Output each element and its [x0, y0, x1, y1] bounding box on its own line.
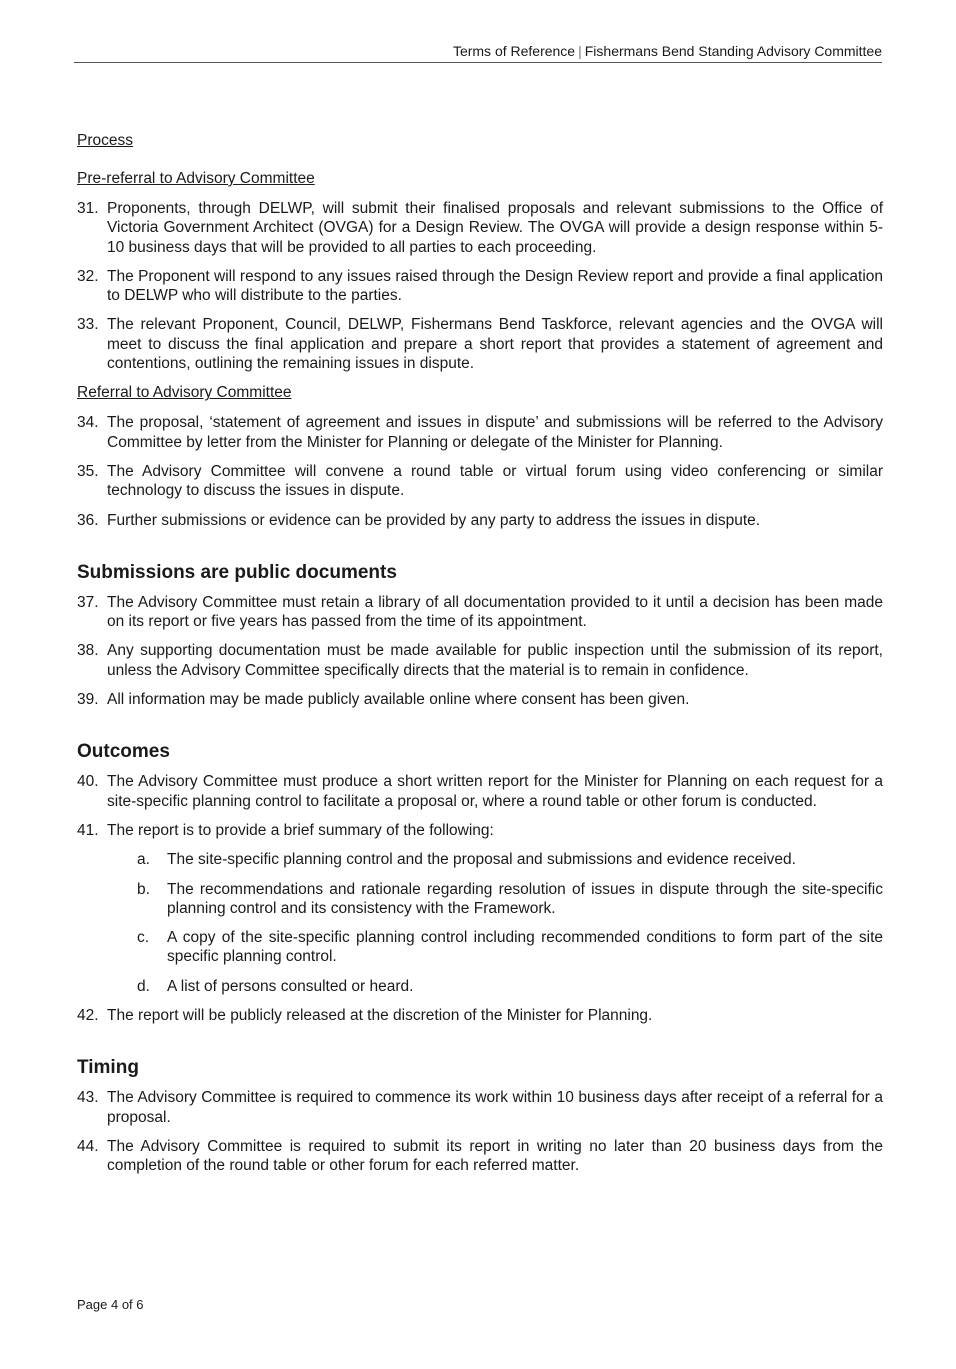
- item-number: 35.: [77, 462, 99, 480]
- item-number: 39.: [77, 691, 99, 709]
- item-text: The Advisory Committee will convene a round table or virtual forum using video conferencing or similar technology to discuss the issues in dispute.: [107, 462, 883, 500]
- item-number: 37.: [77, 593, 99, 611]
- outcomes-heading: Outcomes: [77, 741, 170, 763]
- list-item: [77, 772, 883, 811]
- sub-item-text: The recommendations and rationale regarding resolution of issues in dispute through the site-specific planning control and its consistency with the Framework.: [167, 880, 883, 917]
- header-doc-type: Terms of Reference: [452, 43, 576, 59]
- header-doc-title: Fishermans Bend Standing Advisory Committee: [584, 43, 882, 59]
- page-number: Page 4 of 6: [77, 1297, 144, 1312]
- item-text: Further submissions or evidence can be provided by any party to address the issues in dispute.: [107, 511, 761, 529]
- item-text: The Advisory Committee is required to submit its report in writing no later than 20 business days from the completion of the round table or other forum for each referred matter.: [107, 1137, 883, 1175]
- list-item: [77, 641, 883, 680]
- sub-list-item: [77, 977, 883, 996]
- item-text: Any supporting documentation must be made available for public inspection until the submission of its report, unless the Advisory Committee specifically directs that the material is to remain in confidence.: [107, 642, 883, 679]
- list-item: [77, 413, 883, 452]
- header-separator: |: [578, 43, 582, 59]
- item-number: 40.: [77, 773, 99, 791]
- sub-item-text: A copy of the site-specific planning control including recommended conditions to form part of the site specific planning control.: [167, 929, 883, 966]
- item-number: 43.: [77, 1089, 99, 1107]
- timing-heading: Timing: [77, 1057, 139, 1079]
- item-number: 32.: [77, 267, 99, 285]
- sub-item-letter: a.: [137, 851, 150, 869]
- prereferral-heading: Pre-referral to Advisory Committee: [77, 170, 315, 187]
- list-item: [77, 315, 883, 373]
- item-text: The Advisory Committee must produce a short written report for the Minister for Planning on each request for a site-specific planning control to facilitate a proposal or, where a round table or other forum is conducted.: [107, 773, 883, 810]
- item-text: The Advisory Committee is required to commence its work within 10 business days after receipt of a referral for a proposal.: [107, 1089, 883, 1126]
- submissions-heading: Submissions are public documents: [77, 561, 397, 583]
- referral-list: [77, 413, 883, 529]
- item-number: 38.: [77, 642, 99, 660]
- list-item: [77, 199, 883, 257]
- outcomes-list: [77, 772, 883, 1025]
- list-item: [77, 821, 883, 840]
- item-text: All information may be made publicly available online where consent has been given.: [107, 691, 690, 709]
- sub-item-letter: b.: [137, 880, 150, 898]
- list-item: [77, 511, 883, 530]
- list-item: [77, 593, 883, 632]
- sub-item-letter: c.: [137, 929, 150, 947]
- prereferral-list: [77, 199, 883, 373]
- sub-list-item: [77, 850, 883, 869]
- sub-list-item: [77, 880, 883, 919]
- item-number: 41.: [77, 821, 99, 839]
- list-item: [77, 690, 883, 709]
- running-header: [74, 42, 882, 63]
- item-text: The proposal, ‘statement of agreement and issues in dispute’ and submissions will be referred to the Advisory Committee by letter from the Minister for Planning or delegate of the Minister for Planning.: [107, 414, 883, 451]
- sub-item-text: The site-specific planning control and the proposal and submissions and evidence received.: [167, 851, 796, 869]
- sub-list-item: [77, 928, 883, 967]
- item-number: 33.: [77, 316, 99, 334]
- list-item: [77, 1088, 883, 1127]
- item-number: 44.: [77, 1137, 99, 1155]
- sub-item-letter: d.: [137, 977, 150, 995]
- item-number: 36.: [77, 511, 99, 529]
- item-text: The Proponent will respond to any issues raised through the Design Review report and provide a final application to DELWP who will distribute to the parties.: [107, 267, 883, 305]
- referral-heading: Referral to Advisory Committee: [77, 384, 292, 402]
- list-item: [77, 462, 883, 501]
- item-text: The report is to provide a brief summary of the following:: [107, 821, 494, 839]
- list-item: [77, 1137, 883, 1176]
- list-item: [77, 267, 883, 306]
- process-heading: Process: [77, 132, 133, 149]
- list-item: [77, 1006, 883, 1025]
- item-text: The report will be publicly released at the discretion of the Minister for Planning.: [107, 1007, 653, 1025]
- submissions-list: [77, 593, 883, 709]
- item-number: 34.: [77, 414, 99, 432]
- document-body: [77, 131, 883, 1186]
- item-text: The relevant Proponent, Council, DELWP, Fishermans Bend Taskforce, relevant agencies and the OVGA will meet to discuss the final application and prepare a short report that provides a statement of agreement and contentions, outlining the remaining issues in dispute.: [107, 316, 883, 373]
- item-text: The Advisory Committee must retain a library of all documentation provided to it until a decision has been made on its report or five years has passed from the time of its appointment.: [107, 593, 883, 631]
- timing-list: [77, 1088, 883, 1175]
- sub-item-text: A list of persons consulted or heard.: [167, 977, 414, 995]
- item-number: 42.: [77, 1007, 99, 1025]
- item-text: Proponents, through DELWP, will submit their finalised proposals and relevant submissions to the Office of Victoria Government Architect (OVGA) for a Design Review. The OVGA will provide a design response within 5-10 business days that will be provided to all parties to each proceeding.: [107, 200, 883, 256]
- item-number: 31.: [77, 200, 99, 217]
